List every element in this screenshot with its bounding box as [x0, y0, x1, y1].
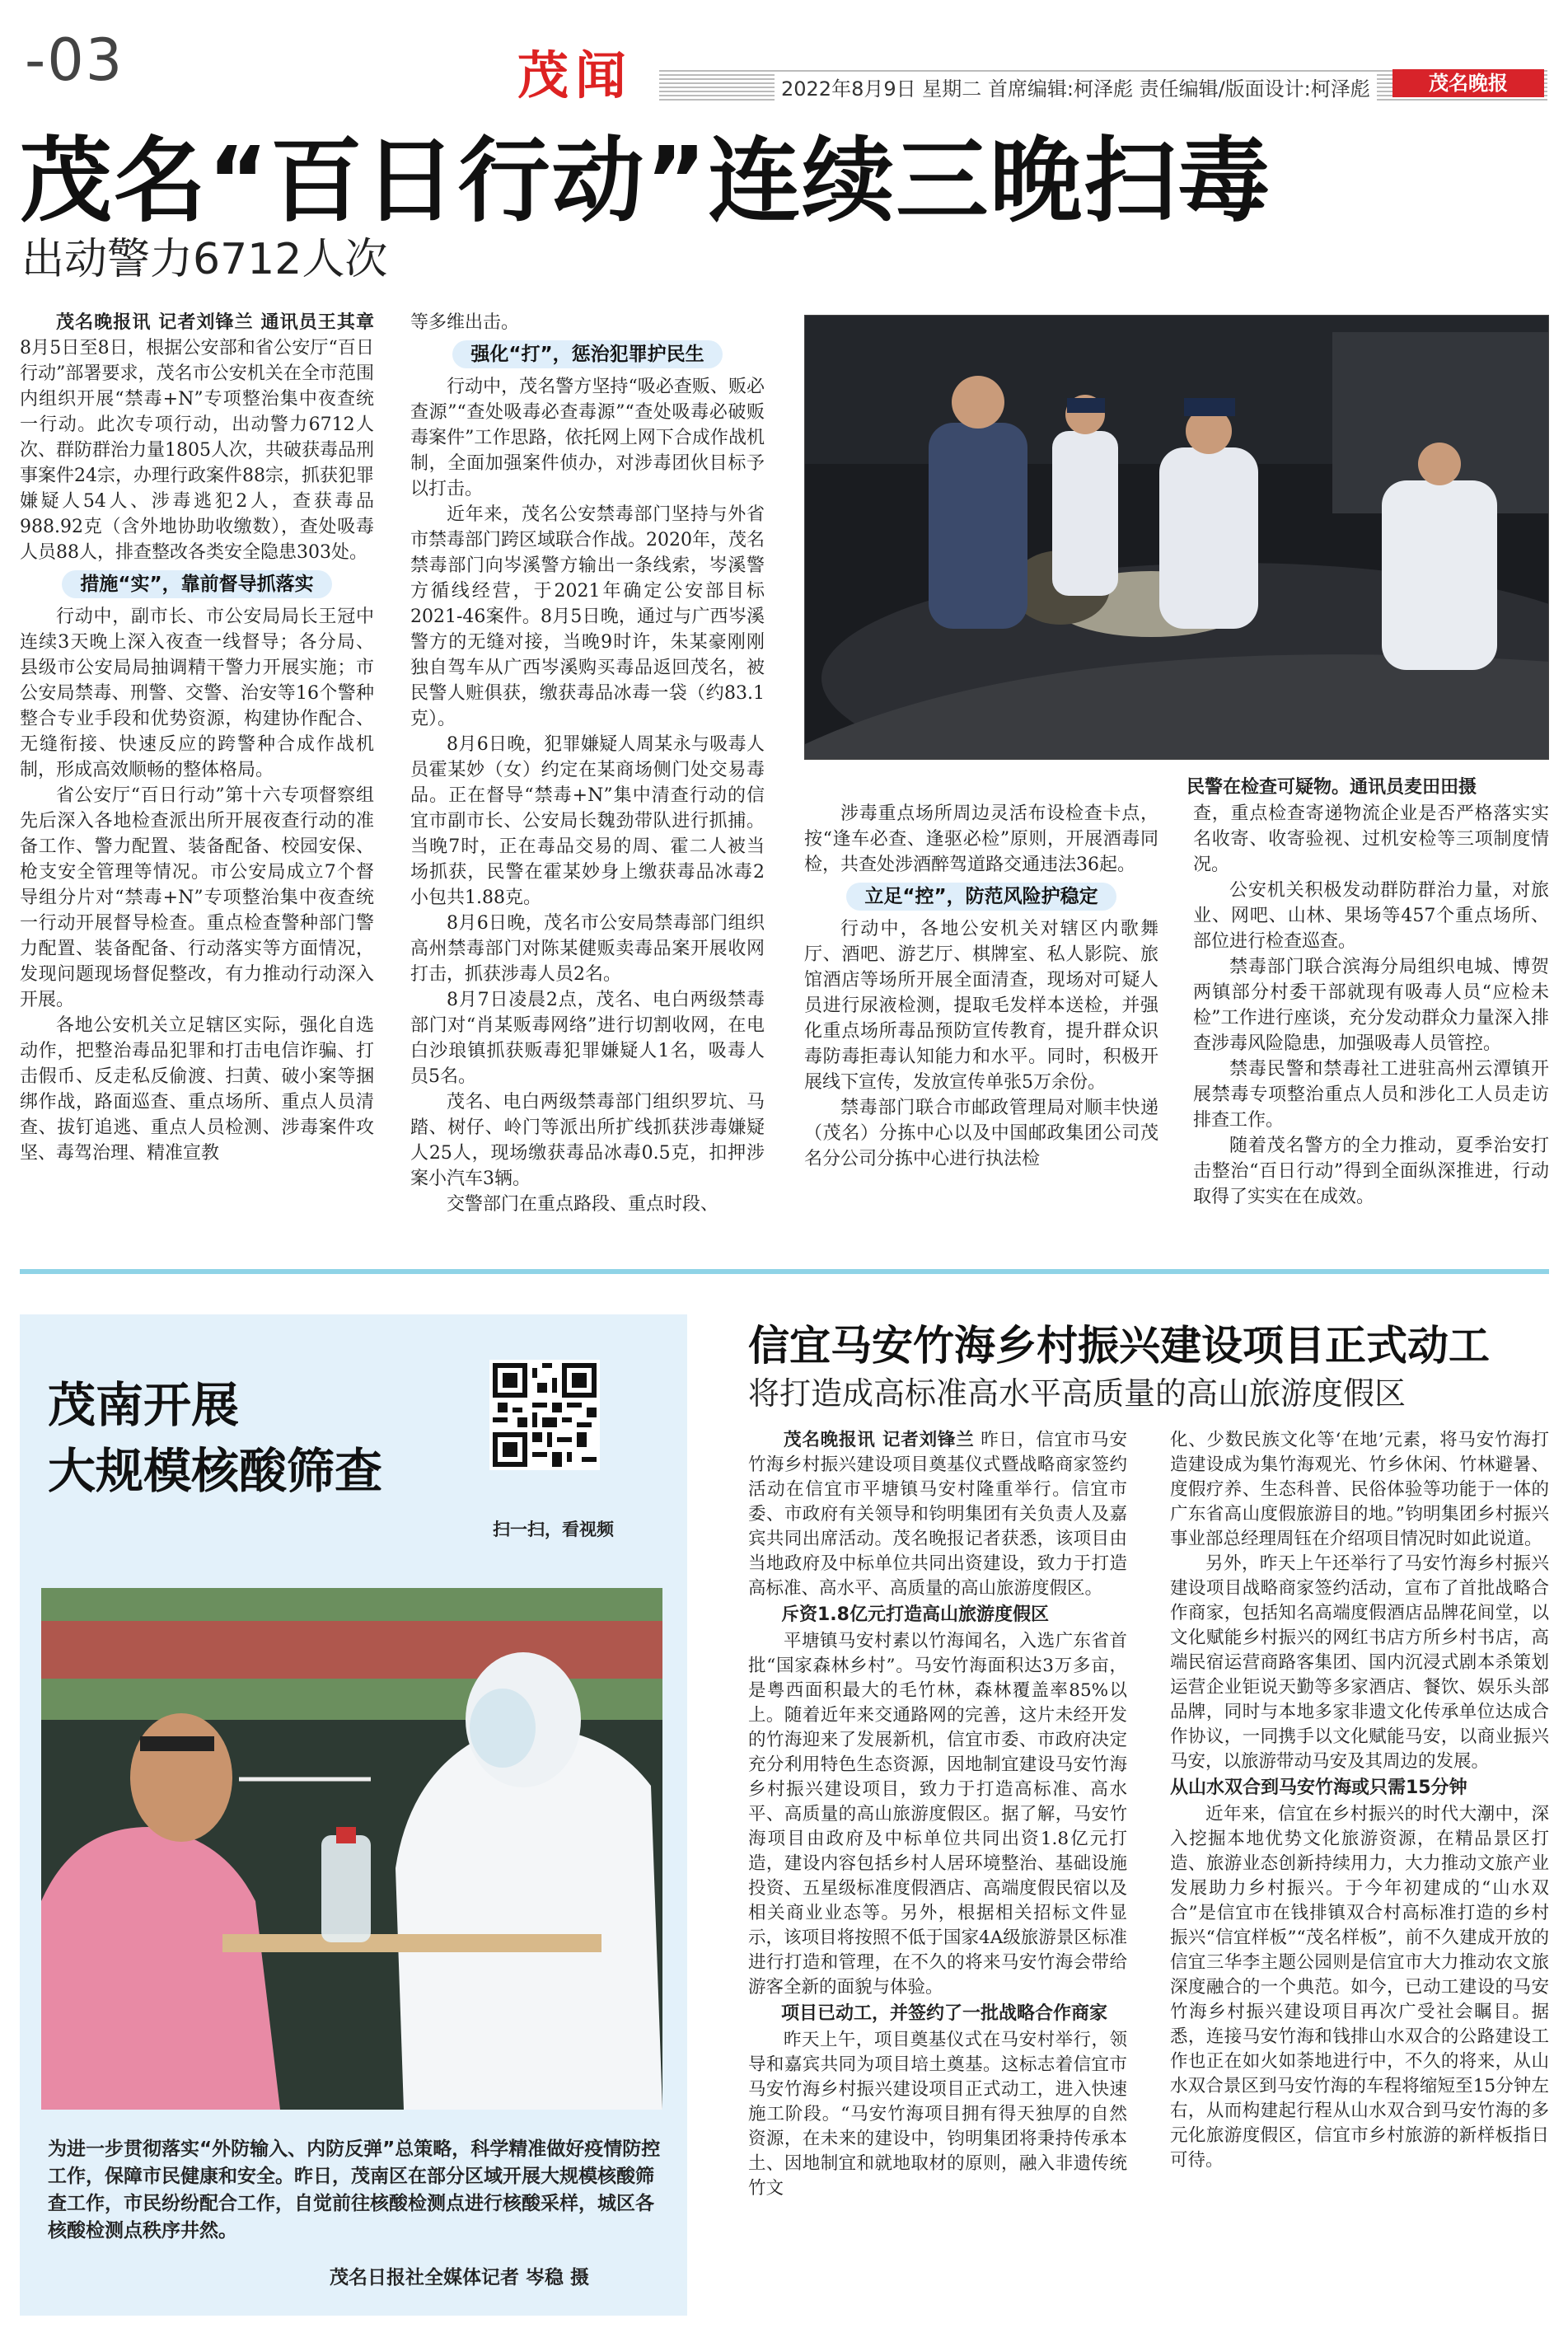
paragraph: 禁毒部门联合滨海分局组织电城、博贺两镇部分村委干部就现有吸毒人员“应检未检”工作进行座谈，充分发动群众力量深入排查涉毒风险隐患，加强吸毒人员管控。	[1193, 957, 1549, 1054]
paragraph: 另外，昨天上午还举行了马安竹海乡村振兴建设项目战略商家签约活动，宣布了首批战略合作商家，包括知名高端度假酒店品牌花间堂，以文化赋能乡村振兴的网红书店方所乡村书店，高端民宿运营商路客集团、国内沉浸式剧本杀策划运营企业钜说天勤等多家酒店、餐饮、娱乐头部品牌，同时与本地多家非遗文化传承单位达成合作协议，一同携手以文化赋能马安，以商业振兴马安，以旅游带动马安及其周边的发展。	[1170, 1553, 1549, 1772]
photo-caption: 民警在检查可疑物。通讯员麦田田摄	[1187, 777, 1477, 798]
paragraph: 等多维出击。	[410, 312, 520, 333]
paragraph: 各地公安机关立足辖区实际，强化自选动作，把整治毒品犯罪和打击电信诈骗、打击假币、反走私反偷渡、扫黄、破小案等捆绑作战，路面巡查、重点场所、重点人员清查、拔钉追逃、重点人员检测、涉毒案件攻坚、毒驾治理、精准宣教	[20, 1015, 374, 1164]
page-number: -03	[25, 26, 124, 94]
box-headline: 茂南开展 大规模核酸筛查	[48, 1377, 383, 1499]
qr-code[interactable]	[489, 1360, 600, 1470]
paragraph: 交警部门在重点路段、重点时段、	[447, 1194, 719, 1215]
paragraph: 8月7日凌晨2点，茂名、电白两级禁毒部门对“肖某贩毒网络”进行切割收网，在电白沙琅镇抓获贩毒犯罪嫌疑人1名，吸毒人员5名。	[410, 990, 765, 1087]
photo-credit: 茂名日报社全媒体记者 岑稳 摄	[330, 2267, 590, 2288]
article1-column-1	[20, 310, 374, 1166]
paragraph: 近年来，茂名公安禁毒部门坚持与外省市禁毒部门跨区域联合作战。2020年，茂名禁毒部门向岑溪警方输出一条线索，岑溪警方循线经营，于2021年确定公安部目标2021-46案件。8月5日晚，通过与广西岑溪警方的无缝对接，当晚9时许，朱某豪刚刚独自驾车从广西岑溪购买毒品返回茂名，被民警人赃俱获，缴获毒品冰毒一袋（约83.1克）。	[410, 504, 765, 729]
article3-headline: 信宜马安竹海乡村振兴建设项目正式动工	[748, 1322, 1490, 1370]
byline: 茂名晚报讯 记者刘锋兰 通讯员王其章	[56, 312, 374, 333]
article1-column-2	[410, 310, 765, 1217]
paragraph: 8月6日晚，茂名市公安局禁毒部门组织高州禁毒部门对陈某健贩卖毒品案开展收网打击，抓获涉毒人员2名。	[410, 913, 765, 985]
section-subheading: 从山水双合到马安竹海或只需15分钟	[1170, 1778, 1467, 1798]
paragraph: 公安机关积极发动群防群治力量，对旅业、网吧、山林、果场等457个重点场所、部位进行检查巡查。	[1193, 880, 1549, 952]
section-label: 茂闻	[517, 45, 634, 105]
paragraph: 近年来，信宜在乡村振兴的时代大潮中，深入挖掘本地优势文化旅游资源，在精品景区打造、旅游业态创新持续用力，大力推动文旅产业发展助力乡村振兴。于今年初建成的“山水双合”是信宜市在钱排镇双合村高标准打造的乡村振兴“信宜样板”“茂名样板”，前不久建成开放的信宜三华李主题公园则是信宜市大力推动农文旅深度融合的一个典范。如今，已动工建设的马安竹海乡村振兴建设项目再次广受社会瞩目。据悉，连接马安竹海和钱排山水双合的公路建设工作也正在如火如荼地进行中，不久的将来，从山水双合景区到马安竹海的车程将缩短至15分钟左右，从而构建起行程从山水双合到马安竹海的多元化旅游度假区，信宜市乡村旅游的新样板指日可待。	[1170, 1804, 1549, 2171]
article1-column-3	[804, 801, 1158, 1172]
box-caption: 为进一步贯彻落实“外防输入、内防反弹”总策略，科学精准做好疫情防控工作，保障市民健康和安全。昨日，茂南区在部分区域开展大规模核酸筛查工作，市民纷纷配合工作，自觉前往核酸检测点进行核酸采样，城区各核酸检测点秩序井然。	[48, 2138, 661, 2241]
headline: 茂名“百日行动”连续三晚扫毒	[20, 128, 1272, 235]
paragraph: 平塘镇马安村素以竹海闻名，入选广东省首批“国家森林乡村”。马安竹海面积达3万多亩，是粤西面积最大的毛竹林，森林覆盖率85%以上。随着近年来交通路网的完善，这片未经开发的竹海迎来了发展新机，信宜市委、市政府决定充分利用特色生态资源，因地制宜建设马安竹海乡村振兴建设项目，致力于打造高标准、高水平、高质量的高山旅游度假区。据了解，马安竹海项目由政府及中标单位共同出资1.8亿元打造，建设内容包括乡村人居环境整治、基础设施投资、五星级标准度假酒店、高端度假民宿以及相关商业业态等。另外，根据相关招标文件显示，该项目将按照不低于国家4A级旅游景区标准进行打造和管理，在不久的将来马安竹海会带给游客全新的面貌与体验。	[748, 1631, 1127, 1998]
paragraph: 随着茂名警方的全力推动，夏季治安打击整治“百日行动”得到全面纵深推进，行动取得了实实在在成效。	[1193, 1136, 1549, 1207]
nucleic-acid-test-photo	[41, 1588, 662, 2110]
paragraph: 查，重点检查寄递物流企业是否严格落实实名收寄、收寄验视、过机安检等三项制度情况。	[1193, 803, 1549, 875]
article3-subheadline: 将打造成高标准高水平高质量的高山旅游度假区	[748, 1375, 1407, 1412]
paragraph: 行动中，各地公安机关对辖区内歌舞厅、酒吧、游艺厅、棋牌室、私人影院、旅馆酒店等场所开展全面清查，现场对可疑人员进行尿液检测，提取毛发样本送检，并强化重点场所毒品预防宣传教育，提升群众识毒防毒拒毒认知能力和水平。同时，积极开展线下宣传，发放宣传单张5万余份。	[804, 919, 1158, 1093]
paragraph: 化、少数民族文化等‘在地’元素，将马安竹海打造建设成为集竹海观光、竹乡休闲、竹林避暑、度假疗养、生态科普、民俗体验等功能于一体的广东省高山度假旅游目的地。”钧明集团乡村振兴事业部总经理周钰在介绍项目情况时如此说道。	[1170, 1430, 1549, 1549]
section-subheading: 强化“打”，惩治犯罪护民生	[410, 342, 765, 368]
article3-column-2	[1170, 1428, 1549, 2173]
subheadline: 出动警力6712人次	[21, 235, 388, 284]
paragraph: 昨天上午，项目奠基仪式在马安村举行，领导和嘉宾共同为项目培土奠基。这标志着信宜市马安竹海乡村振兴建设项目正式动工，进入快速施工阶段。“马安竹海项目拥有得天独厚的自然资源，在未来的建设中，钧明集团将秉持传承本土、因地制宜和就地取材的原则，融入非遗传统竹文	[748, 2030, 1127, 2199]
section-subheading: 立足“控”，防范风险护稳定	[804, 884, 1158, 910]
paragraph: 禁毒民警和禁毒社工进驻高州云潭镇开展禁毒专项整治重点人员和涉化工人员走访排查工作。	[1193, 1059, 1549, 1131]
section-divider	[20, 1269, 1549, 1274]
section-subheading: 措施“实”，靠前督导抓落实	[20, 572, 374, 597]
paragraph: 8月5日至8日，根据公安部和省公安厅“百日行动”部署要求，茂名市公安机关在全市范围内组织开展“禁毒+N”专项整治集中夜查统一行动。此次专项行动，出动警力6712人次、群防群治力量1805人次，共破获毒品刑事案件24宗，办理行政案件88宗，抓获犯罪嫌疑人54人、涉毒逃犯2人，查获毒品988.92克（含外地协助收缴数），查处吸毒人员88人，排查整改各类安全隐患303处。	[20, 338, 374, 563]
paragraph: 省公安厅“百日行动”第十六专项督察组先后深入各地检查派出所开展夜查行动的准备工作、警力配置、装备配备、校园安保、枪支安全管理等情况。市公安局成立7个督导组分片对“禁毒+N”专项整治集中夜查统一行动开展督导检查。重点检查警种部门警力配置、装备配备、行动落实等方面情况，发现问题现场督促整改，有力推动行动深入开展。	[20, 785, 374, 1010]
paragraph: 8月6日晚，犯罪嫌疑人周某永与吸毒人员霍某妙（女）约定在某商场侧门处交易毒品。正在督导“禁毒+N”集中清查行动的信宜市副市长、公安局长魏劲带队进行抓捕。当晚7时，正在毒品交易的周、霍二人被当场抓获，民警在霍某妙身上缴获毒品冰毒2小包共1.88克。	[410, 734, 765, 908]
paragraph: 昨日，信宜市马安竹海乡村振兴建设项目奠基仪式暨战略商家签约活动在信宜市平塘镇马安村隆重举行。信宜市委、市政府有关领导和钧明集团有关负责人及嘉宾共同出席活动。茂名晚报记者获悉，该项目由当地政府及中标单位共同出资建设，致力于打造高标准、高水平、高质量的高山旅游度假区。	[748, 1430, 1127, 1599]
paragraph: 茂名、电白两级禁毒部门组织罗坑、马踏、树仔、岭门等派出所扩线抓获涉毒嫌疑人25人，现场缴获毒品冰毒0.5克，扣押涉案小汽车3辆。	[410, 1092, 765, 1189]
article1-column-4	[1193, 801, 1549, 1210]
header-info: 2022年8月9日 星期二 首席编辑:柯泽彪 责任编辑/版面设计:柯泽彪	[775, 73, 1377, 101]
paragraph: 涉毒重点场所周边灵活布设检查卡点，按“逢车必查、逢驱必检”原则，开展酒毒同检，共查处涉酒醉驾道路交通违法36起。	[804, 803, 1158, 875]
section-subheading: 斥资1.8亿元打造高山旅游度假区	[781, 1604, 1049, 1625]
section-subheading: 项目已动工，并签约了一批战略合作商家	[781, 2003, 1108, 2024]
byline: 茂名晚报讯 记者刘锋兰	[784, 1430, 975, 1450]
police-inspection-photo	[804, 315, 1549, 760]
paper-masthead: 茂名晚报	[1392, 69, 1544, 97]
paragraph: 行动中，茂名警方坚持“吸必查贩、贩必查源”“查处吸毒必查毒源”“查处吸毒必破贩毒案件”工作思路，依托网上网下合成作战机制，全面加强案件侦办，对涉毒团伙目标予以打击。	[410, 377, 765, 499]
qr-label: 扫一扫，看视频	[493, 1520, 614, 1539]
paragraph: 禁毒部门联合市邮政管理局对顺丰快递（茂名）分拣中心以及中国邮政集团公司茂名分公司分拣中心进行执法检	[804, 1098, 1158, 1169]
article3-column-1	[748, 1428, 1127, 2201]
paragraph: 行动中，副市长、市公安局局长王冠中连续3天晚上深入夜查一线督导；各分局、县级市公安局局抽调精干警力开展实施；市公安局禁毒、刑警、交警、治安等16个警种整合专业手段和优势资源，构建协作配合、无缝衔接、快速反应的跨警种合成作战机制，形成高效顺畅的整体格局。	[20, 607, 374, 780]
